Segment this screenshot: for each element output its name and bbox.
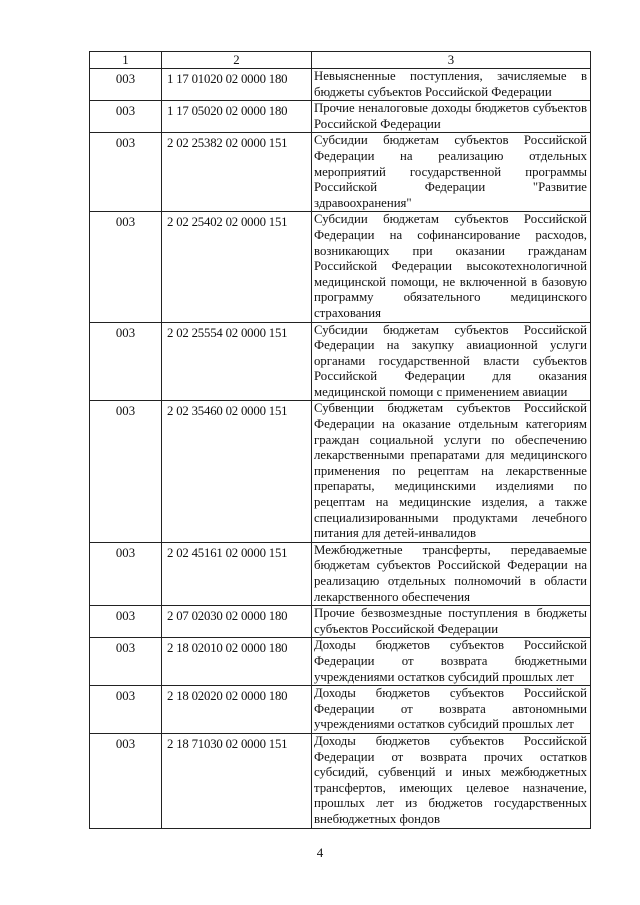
revenue-code-cell: 2 18 02010 02 0000 180 (162, 638, 312, 686)
admin-code-cell: 003 (90, 401, 162, 542)
revenue-name-cell: Доходы бюджетов субъектов Российской Федерации от возврата бюджетными учреждениями остатков субсидий прошлых лет (312, 638, 591, 686)
revenue-name-cell: Доходы бюджетов субъектов Российской Федерации от возврата автономными учреждениями остатков субсидий прошлых лет (312, 686, 591, 734)
table-row (90, 686, 591, 734)
revenue-name-cell: Доходы бюджетов субъектов Российской Федерации от возврата прочих остатков субсидий, субвенций и иных межбюджетных трансфертов, имеющих целевое назначение, прошлых лет из бюджетов государственных внебюджетных фондов (312, 733, 591, 828)
table-row (90, 322, 591, 401)
revenue-name-cell: Прочие безвозмездные поступления в бюджеты субъектов Российской Федерации (312, 606, 591, 638)
revenue-code-cell: 1 17 05020 02 0000 180 (162, 101, 312, 133)
table-row (90, 606, 591, 638)
budget-revenue-table (89, 51, 591, 829)
admin-code-cell: 003 (90, 69, 162, 101)
admin-code-cell: 003 (90, 686, 162, 734)
revenue-code-cell: 2 02 25402 02 0000 151 (162, 212, 312, 322)
table-row (90, 542, 591, 605)
revenue-name-cell: Невыясненные поступления, зачисляемые в бюджеты субъектов Российской Федерации (312, 69, 591, 101)
table-row (90, 133, 591, 212)
column-header-1: 1 (90, 52, 162, 69)
revenue-name-cell: Субвенции бюджетам субъектов Российской Федерации на оказание отдельным категориям граждан социальной услуги по обеспечению лекарственными препаратами для медицинского применения по рецептам на лекарственные препараты, медицинскими изделиями по рецептам на медицинские изделия, а также специализированными продуктами лечебного питания для детей-инвалидов (312, 401, 591, 542)
revenue-code-cell: 2 02 35460 02 0000 151 (162, 401, 312, 542)
revenue-code-cell: 2 18 02020 02 0000 180 (162, 686, 312, 734)
revenue-code-cell: 2 18 71030 02 0000 151 (162, 733, 312, 828)
admin-code-cell: 003 (90, 101, 162, 133)
revenue-name-cell: Межбюджетные трансферты, передаваемые бюджетам субъектов Российской Федерации на реализацию отдельных полномочий в области лекарственного обеспечения (312, 542, 591, 605)
table-row (90, 101, 591, 133)
table-row (90, 69, 591, 101)
table-header-row (90, 52, 591, 69)
admin-code-cell: 003 (90, 638, 162, 686)
revenue-code-cell: 2 07 02030 02 0000 180 (162, 606, 312, 638)
revenue-code-cell: 2 02 25554 02 0000 151 (162, 322, 312, 401)
revenue-name-cell: Субсидии бюджетам субъектов Российской Федерации на софинансирование расходов, возникающих при оказании гражданам Российской Федерации высокотехнологичной медицинской помощи, не включенной в базовую программу обязательного медицинского страхования (312, 212, 591, 322)
admin-code-cell: 003 (90, 133, 162, 212)
page-number: 4 (316, 845, 324, 860)
table-row (90, 638, 591, 686)
admin-code-cell: 003 (90, 322, 162, 401)
revenue-name-cell: Субсидии бюджетам субъектов Российской Федерации на реализацию отдельных мероприятий государственной программы Российской Федерации "Развитие здравоохранения" (312, 133, 591, 212)
admin-code-cell: 003 (90, 542, 162, 605)
table-row (90, 212, 591, 322)
admin-code-cell: 003 (90, 212, 162, 322)
revenue-name-cell: Прочие неналоговые доходы бюджетов субъектов Российской Федерации (312, 101, 591, 133)
column-header-2: 2 (162, 52, 312, 69)
revenue-code-cell: 2 02 45161 02 0000 151 (162, 542, 312, 605)
table-row (90, 733, 591, 828)
admin-code-cell: 003 (90, 606, 162, 638)
table-row (90, 401, 591, 542)
admin-code-cell: 003 (90, 733, 162, 828)
revenue-code-cell: 2 02 25382 02 0000 151 (162, 133, 312, 212)
revenue-code-cell: 1 17 01020 02 0000 180 (162, 69, 312, 101)
column-header-3: 3 (312, 52, 591, 69)
revenue-name-cell: Субсидии бюджетам субъектов Российской Федерации на закупку авиационной услуги органами государственной власти субъектов Российской Федерации для оказания медицинской помощи с применением авиации (312, 322, 591, 401)
